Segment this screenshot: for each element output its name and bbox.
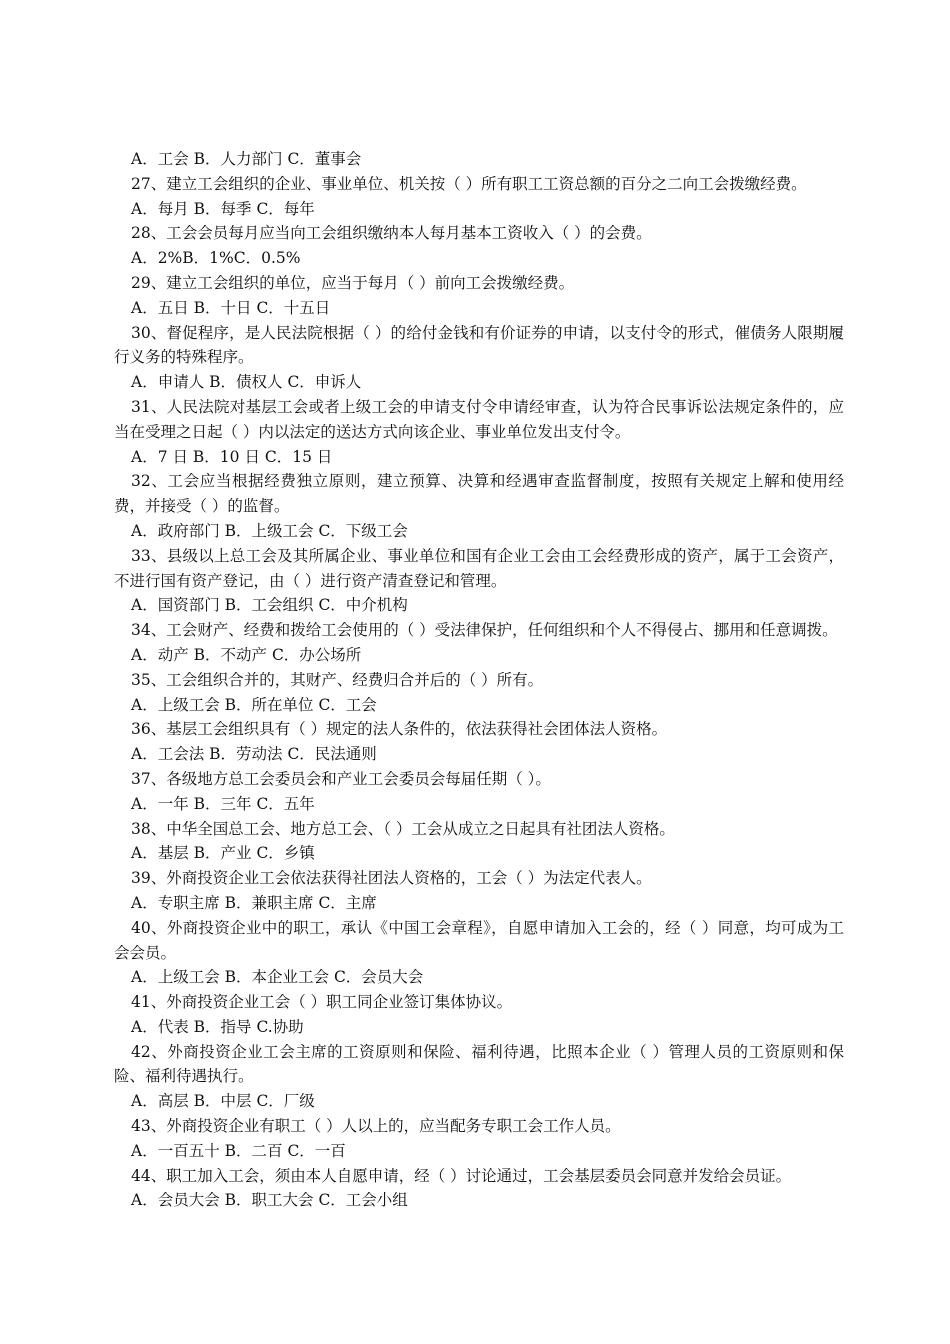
question-text: 34、工会财产、经费和拨给工会使用的（ ）受法律保护，任何组织和个人不得侵占、挪用和任意调拨。 [131,621,838,640]
answer-options: A．7 日 B．10 日 C．15 日 [131,447,333,466]
question-text: 38、中华全国总工会、地方总工会、（ ）工会从成立之日起具有社团法人资格。 [131,819,675,838]
question-text: 36、基层工会组织具有（ ）规定的法人条件的，依法获得社会团体法人资格。 [131,720,668,739]
answer-options: A．上级工会 B．所在单位 C．工会 [131,695,377,714]
question-text: 42、外商投资企业工会主席的工资原则和保险、福利待遇，比照本企业（ ）管理人员的工资原则和保险、福利待遇执行。 [114,1042,844,1086]
answer-options: A．会员大会 B．职工大会 C．工会小组 [131,1191,408,1210]
question-text: 31、人民法院对基层工会或者上级工会的申请支付令申请经审查，认为符合民事诉讼法规定条件的，应当在受理之日起（ ）内以法定的送达方式向该企业、事业单位发出支付令。 [114,397,844,441]
answer-options: A．2%B．1%C．0.5% [131,249,301,268]
question-text: 29、建立工会组织的单位，应当于每月（ ）前向工会拨缴经费。 [131,273,575,292]
answer-options: A．上级工会 B．本企业工会 C．会员大会 [131,968,424,987]
question-text: 39、外商投资企业工会依法获得社团法人资格的，工会（ ）为法定代表人。 [131,869,652,888]
question-text: 40、外商投资企业中的职工，承认《中国工会章程》，自愿申请加入工会的，经（ ）同意，均可成为工会会员。 [114,918,844,962]
question-text: 32、工会应当根据经费独立原则，建立预算、决算和经遇审查监督制度，按照有关规定上解和使用经费，并接受（ ）的监督。 [114,472,844,516]
question-list [114,147,844,1213]
question-text: 44、职工加入工会，须由本人自愿申请，经（ ）讨论通过，工会基层委员会同意并发给会员证。 [131,1166,792,1185]
answer-options: A．动产 B．不动产 C．办公场所 [131,645,362,664]
answer-options: A．高层 B．中层 C．厂级 [131,1092,315,1111]
answer-options: A．申请人 B．债权人 C．申诉人 [131,373,362,392]
question-text: 30、督促程序，是人民法院根据（ ）的给付金钱和有价证券的申请，以支付令的形式，催债务人限期履行义务的特殊程序。 [114,323,844,367]
answer-options: A．政府部门 B．上级工会 C．下级工会 [131,521,408,540]
answer-options: A．专职主席 B．兼职主席 C．主席 [131,893,377,912]
question-text: 28、工会会员每月应当向工会组织缴纳本人每月基本工资收入（ ）的会费。 [131,224,652,243]
answer-options: A．代表 B．指导 C.协助 [131,1017,304,1036]
answer-options: A．国资部门 B．工会组织 C．中介机构 [131,596,408,615]
answer-options: A．一百五十 B．二百 C．一百 [131,1141,346,1160]
question-text: 33、县级以上总工会及其所属企业、事业单位和国有企业工会由工会经费形成的资产，属于工会资产，不进行国有资产登记，由（ ）进行资产清查登记和管理。 [114,546,844,590]
question-text: 35、工会组织合并的，其财产、经费归合并后的（ ）所有。 [131,670,544,689]
answer-options: A．工会法 B．劳动法 C．民法通则 [131,745,377,764]
question-text: 43、外商投资企业有职工（ ）人以上的，应当配务专职工会工作人员。 [131,1117,621,1136]
question-text: 41、外商投资企业工会（ ）职工同企业签订集体协议。 [131,993,513,1012]
answer-options: A．每月 B．每季 C．每年 [131,199,315,218]
question-text: 27、建立工会组织的企业、事业单位、机关按（ ）所有职工工资总额的百分之二向工会拨缴经费。 [131,174,807,193]
answer-options: A．一年 B．三年 C．五年 [131,794,315,813]
question-text: 37、各级地方总工会委员会和产业工会委员会每届任期（ ）。 [131,769,551,788]
answer-options: A．工会 B．人力部门 C．董事会 [131,150,362,168]
answer-options: A．基层 B．产业 C．乡镇 [131,844,315,863]
answer-options: A．五日 B．十日 C．十五日 [131,298,331,317]
